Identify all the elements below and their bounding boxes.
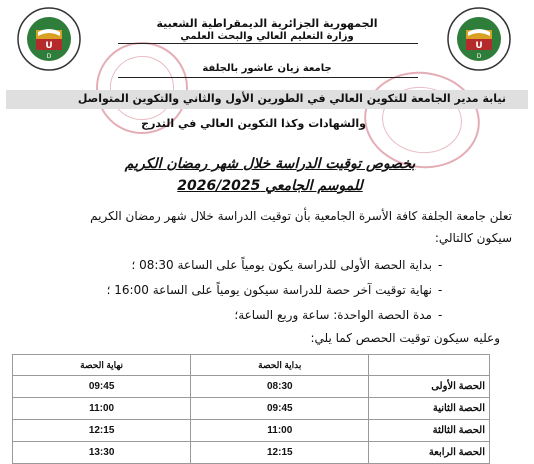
- table-row: [13, 420, 490, 442]
- university-name: جامعة زيان عاشور بالجلفة: [202, 63, 332, 74]
- session-start: 12:15: [191, 442, 369, 464]
- department-line-1: نيابة مدير الجامعة للتكوين العالي في الطورين الأول والثاني والتكوين المتواصل: [77, 92, 506, 105]
- header-end: نهاية الحصة: [13, 355, 191, 376]
- session-start: 09:45: [191, 398, 369, 420]
- session-name: الحصة الرابعة: [369, 442, 490, 464]
- intro-text-continued: سيكون كالتالي:: [434, 231, 512, 245]
- session-end: 11:00: [13, 398, 191, 420]
- svg-text:D: D: [46, 53, 52, 60]
- bullet-mark: -: [438, 283, 443, 297]
- bullet-start-time: بداية الحصة الأولى للدراسة يكون يومياً على الساعة 08:30 ؛: [131, 258, 432, 272]
- republic-name: الجمهورية الجزائرية الديمقراطية الشعبية: [156, 17, 378, 30]
- session-start: 11:00: [191, 420, 369, 442]
- session-end: 13:30: [13, 442, 191, 464]
- bullet-end-time: نهاية توقيت آخر حصة للدراسة سيكون يومياً على الساعة 16:00 ؛: [106, 283, 432, 297]
- header-session: [369, 355, 490, 376]
- header-divider: [118, 43, 418, 44]
- bullet-duration: مدة الحصة الواحدة: ساعة وربع الساعة؛: [234, 308, 432, 322]
- table-row: [13, 398, 490, 420]
- session-start: 08:30: [191, 376, 369, 398]
- university-logo-right: [446, 6, 512, 72]
- university-logo-left: [16, 6, 82, 72]
- table-intro: وعليه سيكون توقيت الحصص كما يلي:: [310, 331, 500, 345]
- session-name: الحصة الثانية: [369, 398, 490, 420]
- department-line-2: والشهادات وكذا التكوين العالي في التدرج: [141, 117, 366, 130]
- session-end: 12:15: [13, 420, 191, 442]
- intro-text: تعلن جامعة الجلفة كافة الأسرة الجامعية بأن توقيت الدراسة خلال شهر رمضان الكريم: [90, 209, 512, 223]
- session-end: 09:45: [13, 376, 191, 398]
- table-header-row: [13, 355, 490, 376]
- bullet-mark: -: [438, 308, 443, 322]
- schedule-table: [12, 354, 490, 464]
- session-name: الحصة الأولى: [369, 376, 490, 398]
- svg-text:U: U: [475, 41, 483, 51]
- svg-text:U: U: [45, 41, 53, 51]
- table-row: [13, 442, 490, 464]
- bullet-mark: -: [438, 258, 443, 272]
- session-name: الحصة الثالثة: [369, 420, 490, 442]
- header-start: بداية الحصة: [191, 355, 369, 376]
- header-divider: [118, 77, 418, 78]
- ministry-name: وزارة التعليم العالي والبحث العلمي: [180, 31, 354, 42]
- table-row: [13, 376, 490, 398]
- svg-text:D: D: [476, 53, 482, 60]
- notice-subtitle: للموسم الجامعي 2026/2025: [177, 178, 363, 194]
- notice-title: بخصوص توقيت الدراسة خلال شهر رمضان الكريم: [124, 156, 416, 172]
